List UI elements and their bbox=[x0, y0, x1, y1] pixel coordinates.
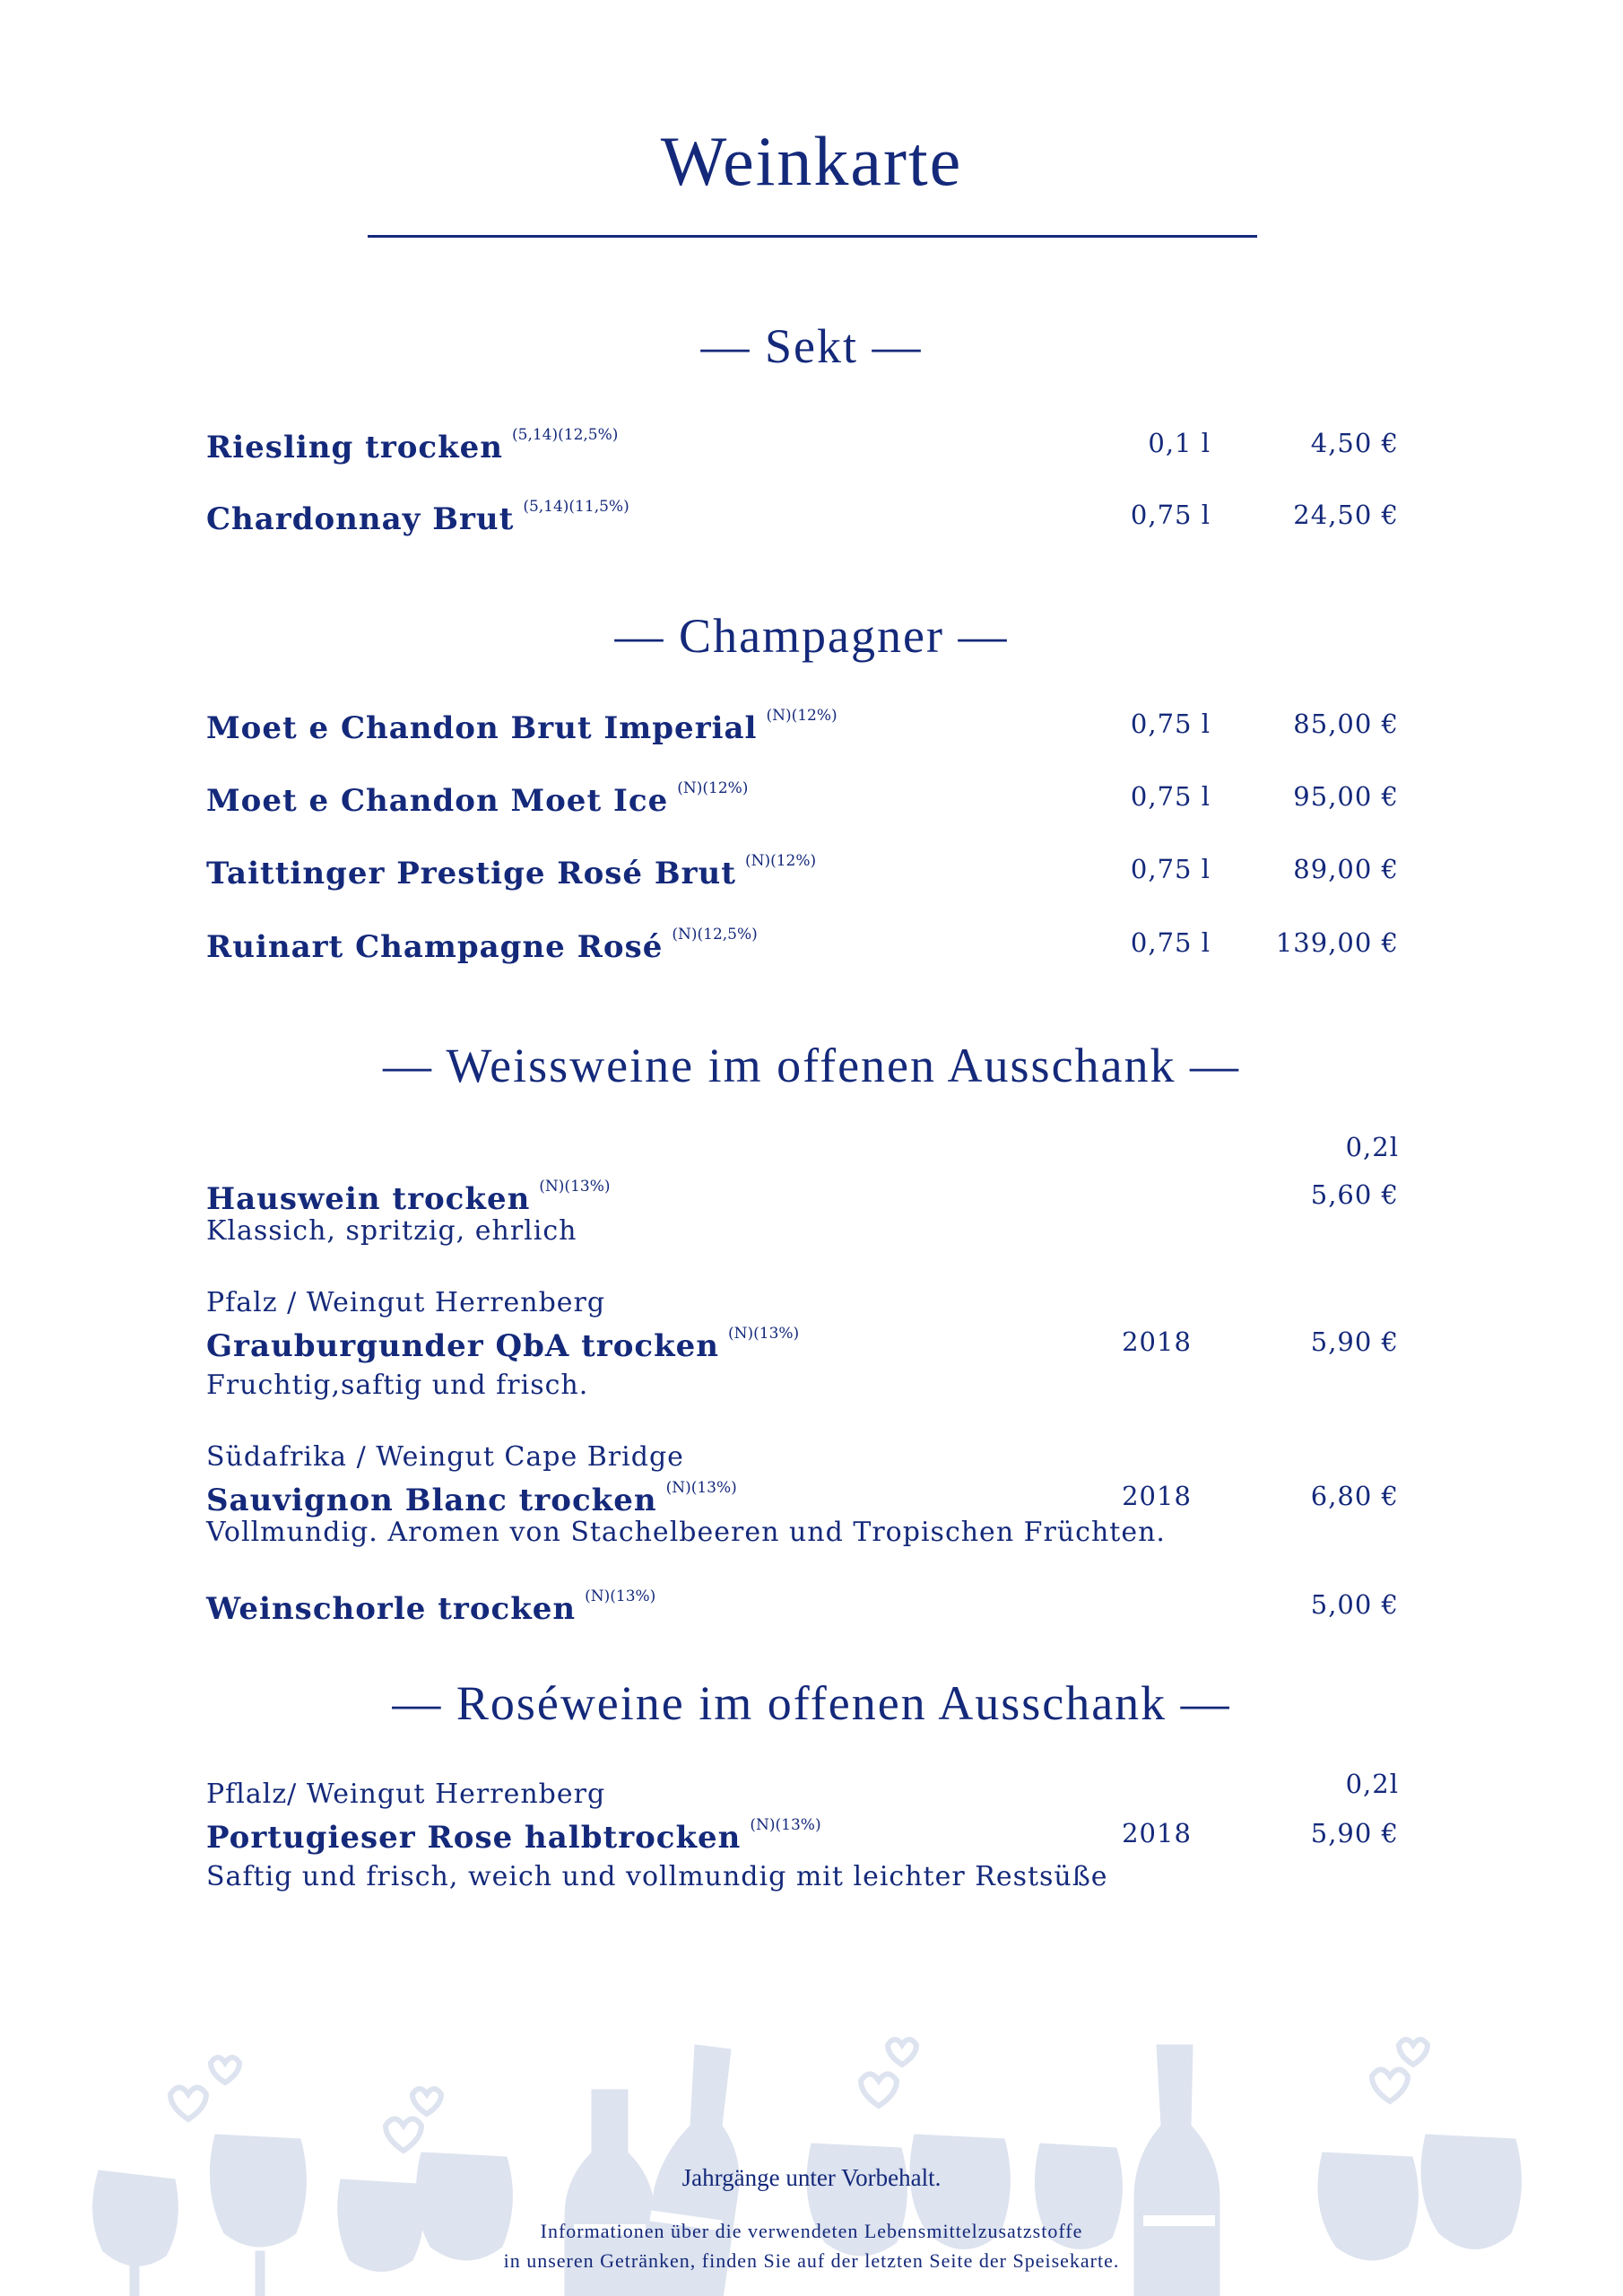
item-volume: 0,75 l bbox=[1130, 709, 1211, 739]
item-year: 2018 bbox=[1122, 1481, 1192, 1511]
item-volume: 0,75 l bbox=[1130, 854, 1211, 884]
menu-item bbox=[206, 779, 1399, 824]
menu-item bbox=[206, 498, 1399, 543]
item-note: (5,14)(11,5%) bbox=[523, 498, 629, 516]
item-name: Moet e Chandon Brut Imperial $^{(N)(12\%)}$ bbox=[206, 707, 838, 746]
item-price: 5,90 € bbox=[1310, 1818, 1399, 1848]
item-description: Vollmundig. Aromen von Stachelbeeren und Tropischen Früchten. bbox=[206, 1517, 1166, 1548]
menu-item bbox=[206, 707, 1399, 752]
item-note: (N)(13%) bbox=[728, 1325, 800, 1343]
section-heading-weissweine: — Weissweine im offenen Ausschank — bbox=[382, 1039, 1241, 1092]
item-note: (N)(13%) bbox=[585, 1587, 656, 1605]
item-volume: 0,75 l bbox=[1130, 927, 1211, 958]
item-price: 5,90 € bbox=[1310, 1326, 1399, 1357]
item-name: Chardonnay Brut $^{(5,14)(11,5\%)}$ bbox=[206, 498, 629, 537]
item-year: 2018 bbox=[1122, 1818, 1192, 1848]
item-price: 4,50 € bbox=[1310, 428, 1399, 458]
item-note: (N)(12%) bbox=[744, 852, 817, 870]
menu-item bbox=[206, 426, 1399, 471]
item-name: Moet e Chandon Moet Ice $^{(N)(12\%)}$ bbox=[206, 779, 749, 819]
item-price: 95,00 € bbox=[1293, 781, 1399, 812]
item-name: Hauswein trocken $^{(N)(13\%)}$ bbox=[206, 1178, 611, 1217]
item-name: Ruinart Champagne Rosé $^{(N)(12,5\%)}$ bbox=[206, 926, 758, 965]
item-name: Portugieser Rose halbtrocken $^{(N)(13\%)}$ bbox=[206, 1816, 821, 1856]
menu-item bbox=[206, 1325, 1399, 1370]
item-price: 6,80 € bbox=[1310, 1481, 1399, 1511]
item-name: Sauvignon Blanc trocken $^{(N)(13\%)}$ bbox=[206, 1479, 737, 1518]
title-divider bbox=[368, 235, 1257, 238]
item-description: Saftig und frisch, weich und vollmundig mit leichter Restsüße bbox=[206, 1861, 1108, 1892]
item-volume: 0,75 l bbox=[1130, 500, 1211, 530]
item-note: (N)(12,5%) bbox=[672, 926, 758, 944]
item-name: Riesling trocken $^{(5,14)(12,5\%)}$ bbox=[206, 426, 619, 465]
menu-item bbox=[206, 1816, 1399, 1861]
additives-info-line-1: Informationen über die verwendeten Lebensmittelzusatzstoffe bbox=[540, 2220, 1083, 2242]
item-name: Grauburgunder QbA trocken $^{(N)(13\%)}$ bbox=[206, 1325, 800, 1364]
item-price: 24,50 € bbox=[1293, 500, 1399, 530]
item-price: 5,00 € bbox=[1310, 1589, 1399, 1620]
vintage-note: Jahrgänge unter Vorbehalt. bbox=[681, 2164, 942, 2191]
item-price: 139,00 € bbox=[1275, 927, 1399, 958]
item-price: 85,00 € bbox=[1293, 709, 1399, 739]
item-name: Weinschorle trocken $^{(N)(13\%)}$ bbox=[206, 1587, 656, 1627]
item-year: 2018 bbox=[1122, 1326, 1192, 1357]
item-volume: 0,1 l bbox=[1148, 428, 1211, 458]
item-name: Taittinger Prestige Rosé Brut $^{(N)(12\%)}$ bbox=[206, 852, 817, 891]
menu-item bbox=[206, 852, 1399, 897]
item-description: Klassich, spritzig, ehrlich bbox=[206, 1215, 577, 1247]
item-origin: Pfalz / Weingut Herrenberg bbox=[206, 1287, 606, 1318]
item-note: (5,14)(12,5%) bbox=[512, 426, 619, 444]
section-heading-roseweine: — Roséweine im offenen Ausschank — bbox=[392, 1676, 1231, 1730]
item-note: (N)(12%) bbox=[677, 779, 749, 797]
section-heading-champagner: — Champagner — bbox=[614, 609, 1009, 663]
item-note: (N)(13%) bbox=[665, 1479, 737, 1497]
section-heading-sekt: — Sekt — bbox=[700, 319, 923, 373]
page-title: Weinkarte bbox=[660, 122, 963, 200]
item-origin: Pflalz/ Weingut Herrenberg bbox=[206, 1779, 606, 1810]
item-price: 89,00 € bbox=[1293, 854, 1399, 884]
item-origin: Südafrika / Weingut Cape Bridge bbox=[206, 1441, 684, 1473]
item-description: Fruchtig,saftig und frisch. bbox=[206, 1370, 589, 1401]
item-price: 5,60 € bbox=[1310, 1179, 1399, 1210]
size-label: 0,2l bbox=[1345, 1769, 1399, 1799]
menu-item bbox=[206, 926, 1399, 970]
item-note: (N)(13%) bbox=[750, 1816, 821, 1834]
item-note: (N)(13%) bbox=[539, 1178, 611, 1196]
size-label: 0,2l bbox=[1345, 1132, 1399, 1162]
item-volume: 0,75 l bbox=[1130, 781, 1211, 812]
menu-item bbox=[206, 1587, 1399, 1632]
additives-info-line-2: in unseren Getränken, finden Sie auf der letzten Seite der Speisekarte. bbox=[503, 2249, 1120, 2272]
item-note: (N)(12%) bbox=[766, 707, 838, 725]
